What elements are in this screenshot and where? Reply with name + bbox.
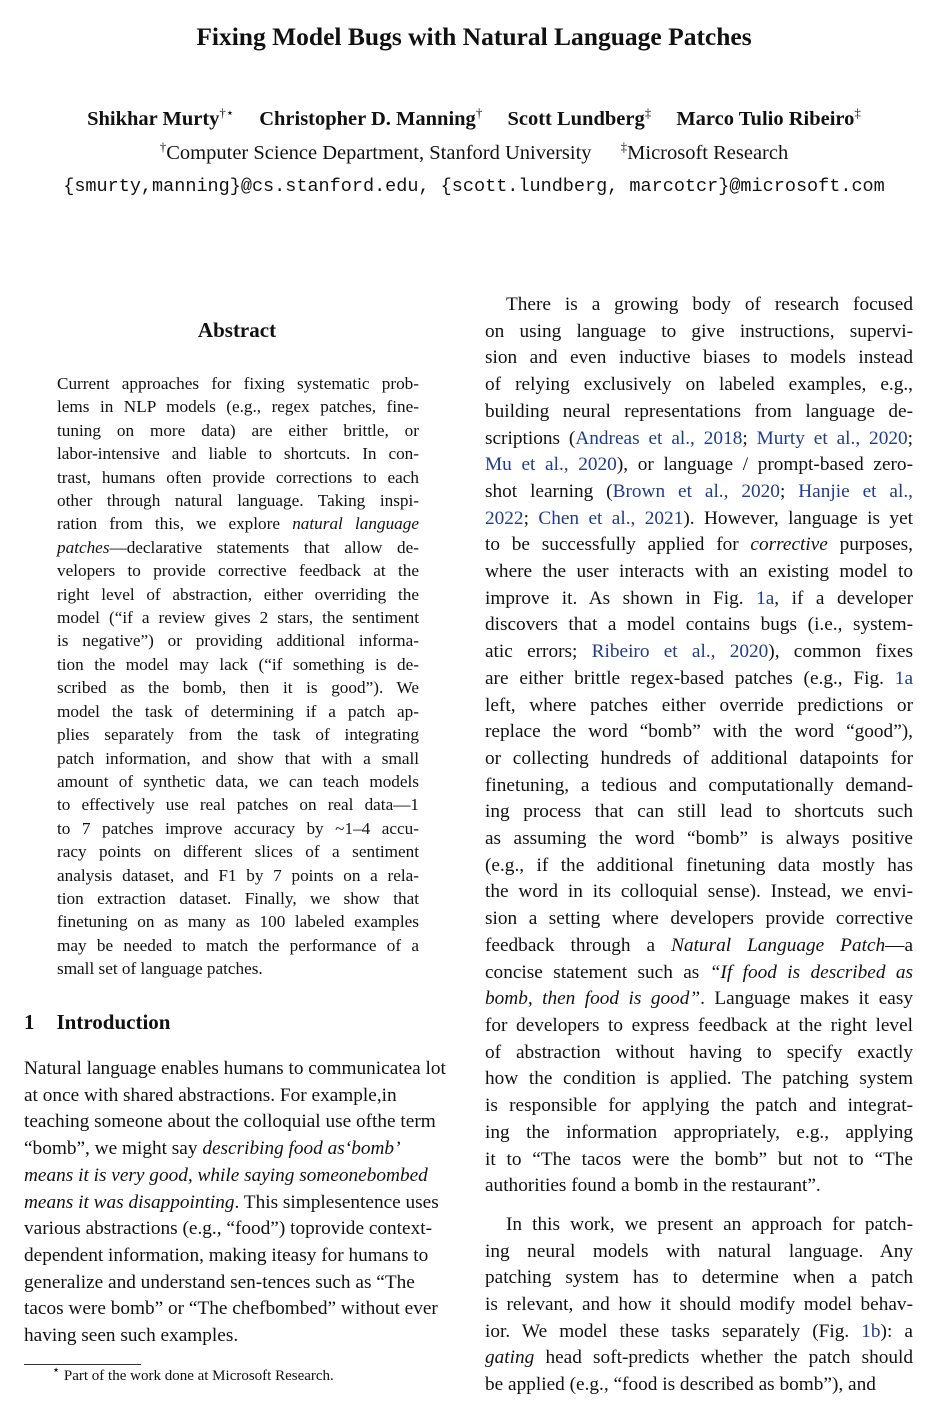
text-line: left, where patches either override predictions or [485, 694, 913, 716]
text-line: bombed” without ever having seen such examples. [24, 1298, 438, 1347]
text-line: sentence uses various abstractions (e.g., “food”) to [24, 1191, 439, 1240]
affiliation-mark: ‡ [620, 139, 628, 155]
section-heading [24, 1010, 170, 1035]
text-line: patch information, and show that with a small [57, 748, 419, 768]
text-line: plies separately from the task of integrating [57, 725, 419, 745]
text-line: tion the model may lack (“if something is de- [57, 654, 419, 674]
text-line: building neural representations from language de- [485, 400, 913, 422]
citation-link[interactable]: Hanjie et al., [798, 480, 913, 502]
citation-link[interactable]: 1b [861, 1320, 881, 1342]
text-line: the term “bomb”, we might say describing food as [24, 1111, 436, 1160]
emphasis-text: corrective [750, 534, 828, 556]
text-line: sion and even inductive biases to models instead [485, 347, 913, 369]
author-mark: ‡ [644, 105, 652, 121]
text-line: ing the information appropriately, e.g., applying [485, 1121, 913, 1143]
text-line: for developers to express feedback at the right level [485, 1014, 913, 1036]
text-line: small set of language patches. [57, 959, 263, 979]
section-title: Introduction [56, 1010, 171, 1034]
text-line: of abstraction without having to specify exactly [485, 1041, 913, 1063]
text-line: model the task of determining if a patch ap- [57, 701, 419, 721]
text-line: as assuming the word “bomb” is always positive [485, 828, 913, 850]
affiliation-mark: † [159, 139, 167, 155]
text-line: In this work, we present an approach for patch- [506, 1213, 913, 1235]
emphasis-text: natural language [292, 514, 419, 534]
body-paragraph [485, 1212, 913, 1399]
text-line: feedback through a Natural Language Patch—a [485, 934, 913, 956]
text-line: provide context-dependent information, making it [24, 1218, 433, 1266]
text-line: patching system has to determine when a patch [485, 1267, 913, 1289]
emphasis-text: “If food is described as [709, 961, 914, 983]
author [259, 105, 483, 130]
citation-link[interactable]: Ribeiro et al., 2020 [591, 641, 769, 663]
author-mark: † [475, 105, 483, 121]
text-line: replace the word “bomb” with the word “good”), [485, 721, 913, 743]
text-line: finetuning, a tedious and computationally demand- [485, 774, 913, 796]
affiliation-name: Microsoft Research [627, 142, 789, 164]
footnote [52, 1362, 334, 1385]
author-list [0, 105, 948, 131]
text-line: 2022; Chen et al., 2021). However, language is yet [485, 507, 913, 529]
citation-link[interactable]: Brown et al., 2020 [612, 480, 780, 502]
author-name: Shikhar Murty [87, 108, 220, 130]
text-line: finetuning on as many as 100 labeled examples [57, 912, 419, 932]
text-line: improve it. As shown in Fig. 1a, if a developer [485, 587, 913, 609]
text-line: on using language to give instructions, supervi- [485, 320, 913, 342]
footnote-mark: ⋆ [52, 1362, 61, 1377]
text-line: right level of abstraction, either overriding the [57, 584, 419, 604]
text-line: how the condition is applied. The patching system [485, 1068, 913, 1090]
author [676, 105, 861, 130]
text-line: lems in NLP models (e.g., regex patches, fine- [57, 397, 419, 417]
text-line: to be successfully applied for corrective purposes, [485, 534, 913, 556]
text-line: easy for humans to generalize and understand sen- [24, 1244, 429, 1293]
text-line: or collecting hundreds of additional datapoints for [485, 747, 913, 769]
affiliation [620, 139, 789, 164]
text-line: where the user interacts with an existing model to [485, 561, 913, 583]
text-line: velopers to provide corrective feedback at the [57, 561, 419, 581]
text-line: racy points on different slices of a sentiment [57, 842, 419, 862]
intro-paragraph [24, 1056, 452, 1350]
text-line: ration from this, we explore natural language [57, 514, 419, 534]
footnote-text: Part of the work done at Microsoft Research. [63, 1368, 334, 1384]
text-line: are either brittle regex-based patches (e.g., Fig. 1a [485, 667, 913, 689]
emphasis-text: ‘bomb’ means it is very good, while saying someone [24, 1138, 399, 1186]
citation-link[interactable]: 1a [894, 667, 913, 689]
text-line: (e.g., if the additional finetuning data mostly has [485, 854, 913, 876]
footnote-rule [24, 1364, 141, 1365]
text-line: a lot at once with shared abstractions. For example, [24, 1058, 446, 1106]
text-line: gating head soft-predicts whether the patch should [485, 1347, 913, 1369]
author-emails: {smurty,manning}@cs.stanford.edu, {scott.lundberg, marcotcr}@microsoft.com [63, 176, 885, 197]
emphasis-text: bombed means it was disappointing [24, 1164, 428, 1213]
text-line: tuning on more data) are either brittle, or [57, 420, 419, 440]
affiliations [0, 139, 948, 165]
text-line: concise statement such as “If food is described as [485, 961, 914, 983]
text-line: trast, humans often provide corrections to each [57, 467, 419, 487]
text-line: is responsible for applying the patch and integrat- [485, 1095, 913, 1117]
text-line: Natural language enables humans to communicate [24, 1058, 413, 1079]
text-line: in teaching someone about the colloquial use of [24, 1084, 397, 1133]
text-line: to effectively use real patches on real data—1 [57, 795, 419, 815]
text-line: analysis dataset, and F1 by 7 points on a rela- [57, 865, 419, 885]
abstract-body [57, 372, 419, 981]
citation-link[interactable]: Mu et al., 2020 [485, 454, 617, 476]
text-line: is relevant, and how it should modify model behav- [485, 1294, 913, 1316]
text-line: scriptions (Andreas et al., 2018; Murty et al., 2020; [485, 427, 913, 449]
affiliation-name: Computer Science Department, Stanford University [166, 142, 592, 164]
author-name: Marco Tulio Ribeiro [676, 108, 855, 130]
text-line: labor-intensive and liable to shortcuts. In con- [57, 444, 419, 464]
section-number: 1 [24, 1010, 35, 1034]
text-line: tences such as “The tacos were bomb” or “The chef [24, 1271, 415, 1320]
text-line: bombed means it was disappointing. This simple [24, 1164, 428, 1213]
text-line: of relying exclusively on labeled examples, e.g., [485, 374, 913, 396]
text-line: There is a growing body of research focused [506, 294, 913, 315]
text-line: sion a setting where developers provide corrective [485, 908, 913, 930]
author [507, 105, 652, 130]
text-line: tion extraction dataset. Finally, we show that [57, 888, 419, 908]
body-paragraph [485, 292, 913, 1200]
text-line: atic errors; Ribeiro et al., 2020), common fixes [485, 641, 913, 663]
emphasis-text: describing food as [202, 1138, 345, 1160]
text-line: may be needed to match the performance of a [57, 935, 419, 955]
author-mark: †⋆ [219, 105, 235, 121]
text-line: the word in its colloquial sense). Instead, we envi- [485, 881, 913, 903]
paper-title: Fixing Model Bugs with Natural Language Patches [196, 22, 752, 51]
citation-link[interactable]: 2022 [485, 507, 524, 529]
text-line: ing neural models with natural language. Any [485, 1240, 913, 1262]
author-name: Christopher D. Manning [259, 108, 476, 130]
citation-link[interactable]: 1a [756, 587, 775, 609]
citation-link[interactable]: Andreas et al., 2018 [575, 427, 743, 449]
text-line: Current approaches for fixing systematic prob- [57, 374, 419, 393]
text-line: patches—declarative statements that allow de- [57, 537, 419, 557]
right-column [485, 292, 913, 1399]
text-line: other through natural language. Taking inspi- [57, 491, 419, 511]
emphasis-text: bomb, then food is good” [485, 988, 701, 1010]
author [87, 105, 235, 130]
text-line: ing process that can still lead to shortcuts such [485, 801, 913, 823]
text-line: authorities found a bomb in the restaurant”. [485, 1175, 821, 1197]
emphasis-text: Natural Language Patch [671, 934, 886, 956]
text-line: shot learning (Brown et al., 2020; Hanjie et al., [485, 480, 913, 502]
text-line: discovers that a model contains bugs (i.e., system- [485, 614, 913, 636]
text-line: scribed as the bomb, then it is good”). We [57, 678, 419, 698]
citation-link[interactable]: Chen et al., 2021 [538, 507, 684, 529]
text-line: model (“if a review gives 2 stars, the sentiment [57, 608, 419, 628]
text-line: amount of synthetic data, we can teach models [57, 771, 419, 791]
citation-link[interactable]: Murty et al., 2020 [756, 427, 908, 449]
affiliation [159, 139, 592, 164]
author-name: Scott Lundberg [507, 108, 645, 130]
author-mark: ‡ [854, 105, 861, 121]
emphasis-text: patches [57, 537, 110, 557]
text-line: it to “The tacos were the bomb” but not to “The [485, 1148, 913, 1170]
text-line: Mu et al., 2020), or language / prompt-based zero- [485, 454, 913, 476]
text-line: ior. We model these tasks separately (Fig. 1b): a [485, 1320, 913, 1342]
text-line: to 7 patches improve accuracy by ~1–4 accu- [57, 818, 419, 838]
abstract-heading: Abstract [197, 318, 277, 342]
text-line: be applied (e.g., “food is described as bomb”), and [485, 1374, 876, 1396]
emphasis-text: gating [485, 1347, 535, 1369]
text-line: bomb, then food is good”. Language makes it easy [485, 988, 913, 1010]
text-line: is negative”) or providing additional informa- [57, 631, 419, 651]
